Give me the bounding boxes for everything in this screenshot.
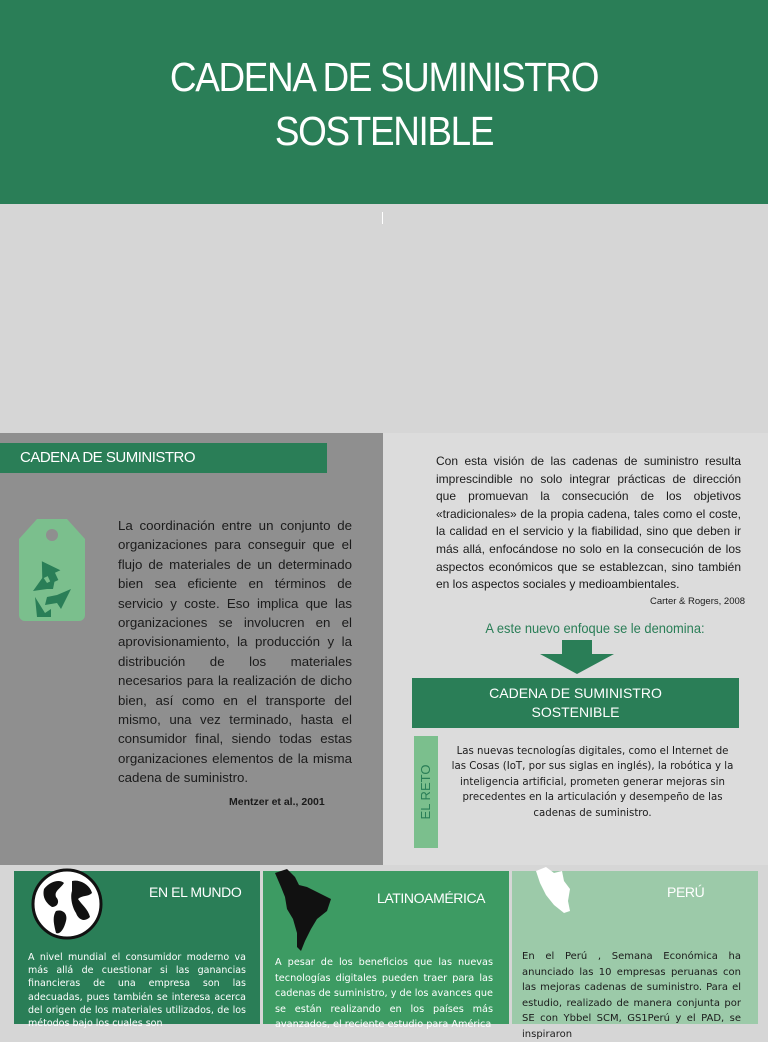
card-text-mundo: A nivel mundial el consumidor moderno va más allá de cuestionar si las ganancias financieras de una empresa son las adecuadas, pues también se interesa acerca del origen de los materiales utilizados, de los métodos bajo los cuales son	[28, 952, 246, 1030]
blank-area	[0, 204, 768, 433]
divider-mark	[382, 212, 383, 224]
card-latinoamerica	[263, 871, 509, 1031]
card-text-latam: A pesar de los beneficios que las nuevas tecnologías digitales pueden traer para las cadenas de suministro, y de los avances que se están realizando en los países más avanzados, el reciente estudio para América	[275, 957, 493, 1031]
box-line-1: CADENA DE SUMINISTRO	[489, 685, 662, 701]
enfoque-heading: A este nuevo enfoque se le denomina:	[485, 620, 705, 636]
reto-label: EL RETO	[418, 764, 433, 820]
peru-map-icon	[532, 867, 574, 915]
page-title	[38, 50, 729, 158]
reto-tab	[414, 736, 438, 848]
vision-paragraph: Con esta visión de las cadenas de suministro resulta imprescindible no solo integrar prácticas de dirección que promuevan la consecución de los objetivos «tradicionales» de la propia cadena, tales como el coste, la calidad en el servicio y la fiabilidad, sino que deben ir más allá, enfocándose no solo en la consecución de los aspectos económicos que se establezcan, sino también en los aspectos sociales y medioambientales.	[436, 454, 741, 592]
down-arrow-icon	[540, 640, 614, 674]
reto-text: Las nuevas tecnologías digitales, como el Internet de las Cosas (IoT, por sus siglas en inglés), la robótica y la inteligencia artificial, prometen generar mejoras sin precedentes en la articulación y desempeño de las cadenas de suministro.	[451, 746, 734, 819]
title-line-1: CADENA DE SUMINISTRO	[169, 54, 599, 100]
section-label: CADENA DE SUMINISTRO	[0, 443, 327, 473]
citation-carter-rogers: Carter & Rogers, 2008	[650, 596, 746, 607]
globe-icon	[30, 867, 104, 941]
supply-chain-definition: La coordinación entre un conjunto de organizaciones para conseguir que el flujo de materiales de un determinado bien sea eficiente en términos de servicio y coste. Eso implica que las organizaciones se involucren en el aprovisionamiento, la producción y la distribución de los materiales necesarios para la realización de dicho bien, así como en el transporte del mismo, una vez terminado, hasta el consumidor final, siendo todas estas organizaciones elementos de la misma cadena de suministro.	[118, 518, 352, 786]
card-peru	[512, 871, 758, 1040]
latin-america-map-icon	[273, 867, 335, 953]
title-line-2: SOSTENIBLE	[274, 108, 494, 154]
card-title-peru: PERÚ	[667, 884, 705, 900]
box-line-2: SOSTENIBLE	[531, 704, 620, 720]
citation-mentzer: Mentzer et al., 2001	[229, 796, 325, 808]
sustainable-chain-box	[412, 678, 739, 728]
card-title-latam: LATINOAMÉRICA	[377, 890, 486, 906]
recycle-tag-icon	[17, 517, 87, 623]
card-en-el-mundo	[14, 871, 260, 1030]
card-title-mundo: EN EL MUNDO	[149, 884, 242, 900]
card-text-peru: En el Perú , Semana Económica ha anunciado las 10 empresas peruanas con las mejoras cadenas de suministro. Para el estudio, realizado de manera conjunta por SE con Ybbel SCM, GS1Perú y el PAD, se inspiraron	[522, 951, 741, 1040]
